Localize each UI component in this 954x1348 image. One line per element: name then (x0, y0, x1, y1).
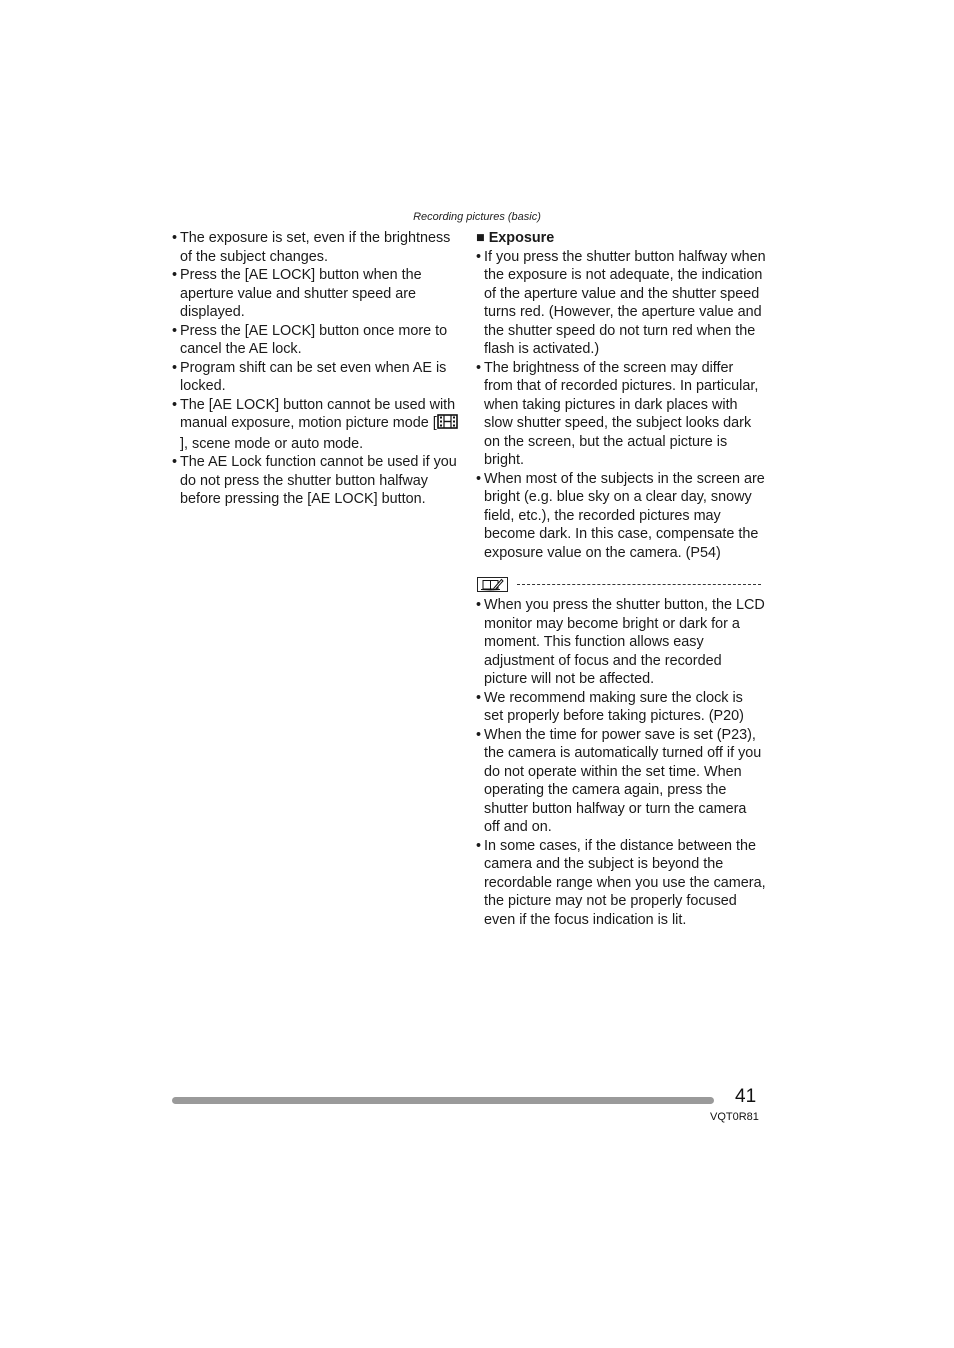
note-separator (476, 575, 766, 595)
list-item-text-before: The [AE LOCK] button cannot be used with manual exposure, motion picture mode [ (180, 396, 456, 431)
footer-bar (172, 1097, 714, 1104)
square-bullet-icon: ■ (476, 230, 485, 246)
list-item-text-after: ], scene mode or auto mode. (180, 435, 364, 452)
list-item: • If you press the shutter button halfway when the exposure is not adequate, the indication of the aperture value and the shutter speed turns red. (However, the aperture value and the shutter speed do not turn red when the flash is activated.) (476, 248, 766, 359)
left-bullet-list (172, 229, 462, 509)
left-column (172, 229, 462, 509)
list-item: • We recommend making sure the clock is set properly before taking pictures. (P20) (476, 689, 766, 726)
list-item: • Press the [AE LOCK] button when the aperture value and shutter speed are displayed. (172, 266, 462, 322)
page-number: 41 (735, 1086, 757, 1107)
dashed-divider (517, 584, 761, 585)
page-header: Recording pictures (basic) (413, 211, 541, 223)
exposure-bullet-list (476, 248, 766, 563)
notes-bullet-list (476, 596, 766, 929)
list-item: • The exposure is set, even if the brightness of the subject changes. (172, 229, 462, 266)
exposure-heading (476, 229, 766, 248)
exposure-heading-text: Exposure (488, 230, 555, 246)
motion-picture-icon (437, 414, 458, 435)
list-item: • When most of the subjects in the screen are bright (e.g. blue sky on a clear day, snowy field, etc.), the recorded pictures may become dark. In this case, compensate the exposure value on the camera. (P54) (476, 470, 766, 563)
list-item: • The AE Lock function cannot be used if you do not press the shutter button halfway before pressing the [AE LOCK] button. (172, 453, 462, 509)
list-item: • Program shift can be set even when AE is locked. (172, 359, 462, 396)
list-item (172, 396, 462, 454)
model-code: VQT0R81 (710, 1111, 759, 1123)
list-item: • The brightness of the screen may differ from that of recorded pictures. In particular, when taking pictures in dark places with slow shutter speed, the subject looks dark on the screen, but the actual picture is bright. (476, 359, 766, 470)
right-column (476, 229, 766, 929)
note-icon (477, 577, 508, 592)
list-item: • In some cases, if the distance between the camera and the subject is beyond the recordable range when you use the camera, the picture may not be properly focused even if the focus indication is lit. (476, 837, 766, 930)
list-item: • When the time for power save is set (P23), the camera is automatically turned off if you do not operate within the set time. When operating the camera again, press the shutter button halfway or turn the camera off and on. (476, 726, 766, 837)
list-item: • Press the [AE LOCK] button once more to cancel the AE lock. (172, 322, 462, 359)
list-item: • When you press the shutter button, the LCD monitor may become bright or dark for a moment. This function allows easy adjustment of focus and the recorded picture will not be affected. (476, 596, 766, 689)
